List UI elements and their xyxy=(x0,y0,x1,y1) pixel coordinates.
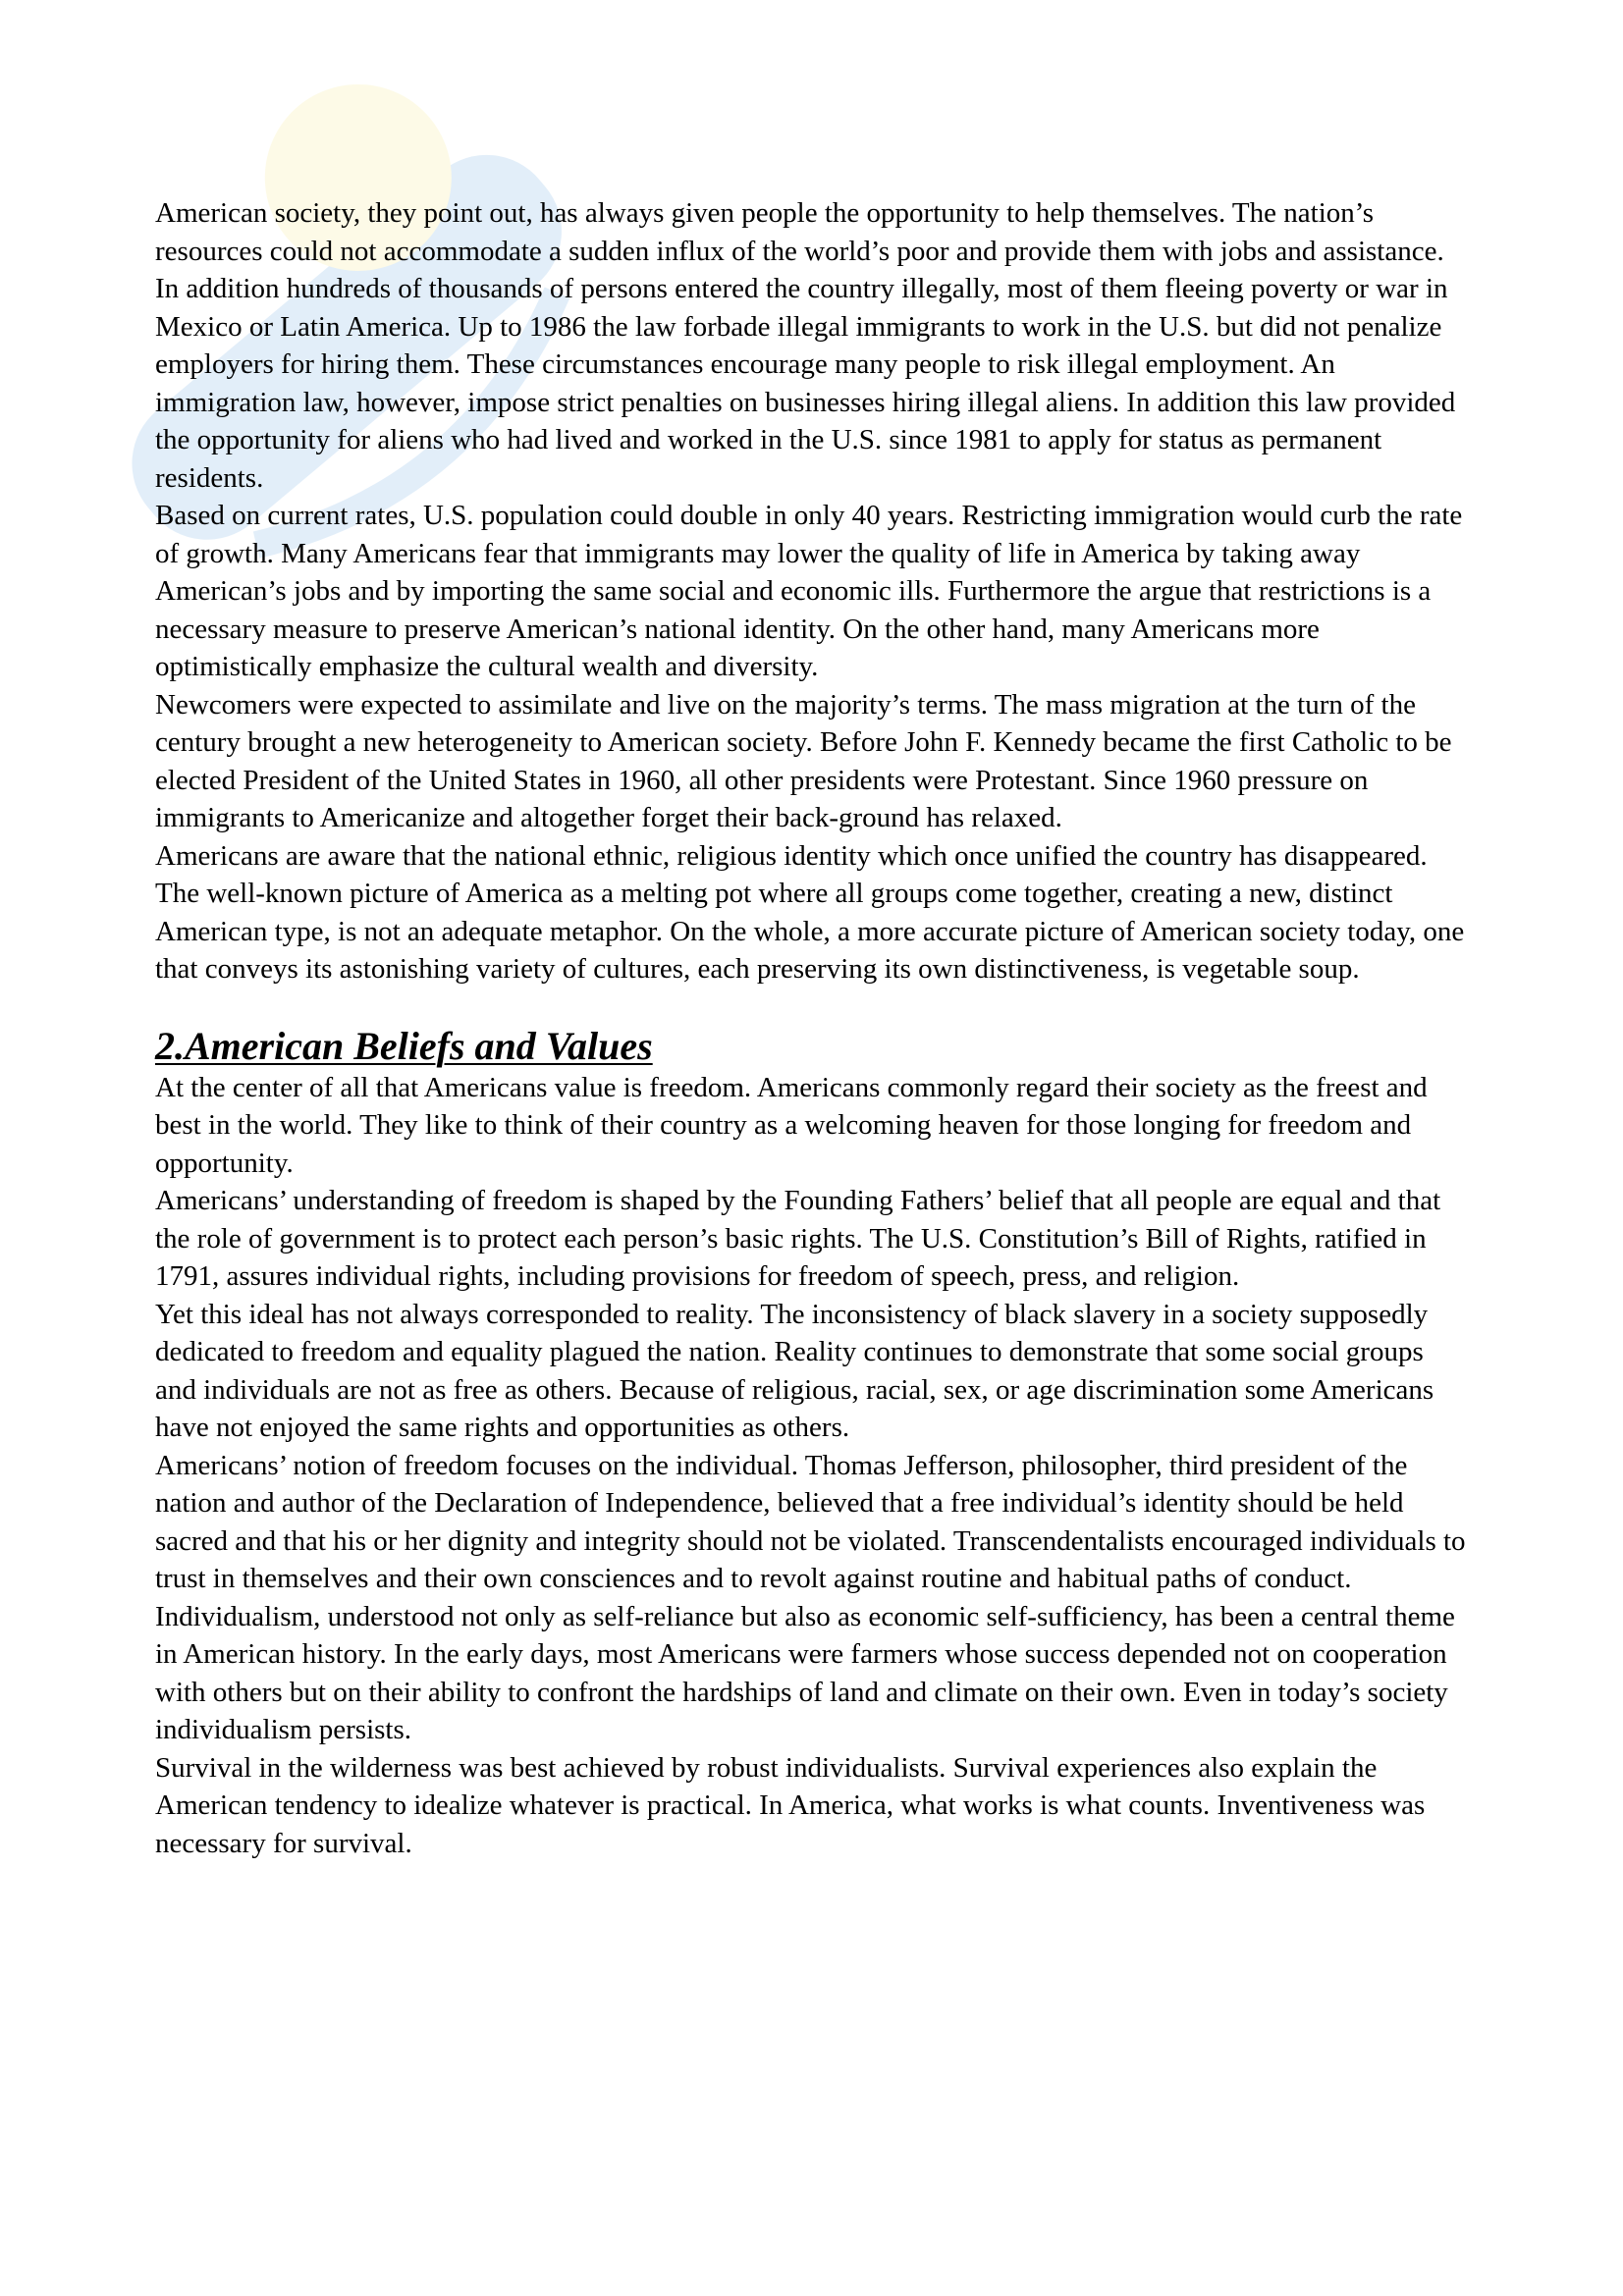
paragraph-section-3: Yet this ideal has not always corresponded to reality. The inconsistency of black slavery in a society supposedly dedicated to freedom and equality plagued the nation. Reality continues to demonstrate that some social groups and individuals are not as free as others. Because of religious, racial, sex, or age discrimination some Americans have not enjoyed the same rights and opportunities as others. xyxy=(155,1298,1434,1443)
paragraph-section-5: Individualism, understood not only as self-reliance but also as economic self-sufficiency, has been a central theme in American history. In the early days, most Americans were farmers whose success depended not on cooperation with others but on their ability to confront the hardships of land and climate on their own. Even in today’s society individualism persists. xyxy=(155,1600,1455,1745)
paragraph-intro-2: In addition hundreds of thousands of persons entered the country illegally, most of them fleeing poverty or war in Mexico or Latin America. Up to 1986 the law forbade illegal immigrants to work in the U.S. but did not penalize employers for hiring them. These circumstances encourage many people to risk illegal employment. An immigration law, however, impose strict penalties on businesses hiring illegal aliens. In addition this law provided the opportunity for aliens who had lived and worked in the U.S. since 1981 to apply for status as permanent residents. xyxy=(155,273,1456,494)
paragraph-intro-1: American society, they point out, has always given people the opportunity to help themselves. The nation’s resources could not accommodate a sudden influx of the world’s poor and provide them with jobs and assistance. xyxy=(155,197,1444,267)
paragraph-section-6: Survival in the wilderness was best achieved by robust individualists. Survival experiences also explain the American tendency to idealize whatever is practical. In America, what works is what counts. Inventiveness was necessary for survival. xyxy=(155,1751,1426,1859)
paragraph-intro-5: Americans are aware that the national ethnic, religious identity which once unified the country has disappeared. The well-known picture of America as a melting pot where all groups come together, creating a new, distinct American type, is not an adequate metaphor. On the whole, a more accurate picture of American society today, one that conveys its astonishing variety of cultures, each preserving its own distinctiveness, is vegetable soup. xyxy=(155,839,1465,985)
section-heading: 2.American Beliefs and Values xyxy=(155,1023,653,1068)
paragraph-intro-3: Based on current rates, U.S. population could double in only 40 years. Restricting immigration would curb the rate of growth. Many Americans fear that immigrants may lower the quality of life in America by taking away American’s jobs and by importing the same social and economic ills. Furthermore the argue that restrictions is a necessary measure to preserve American’s national identity. On the other hand, many Americans more optimistically emphasize the cultural wealth and diversity. xyxy=(155,500,1463,682)
paragraph-section-2: Americans’ understanding of freedom is shaped by the Founding Fathers’ belief that all people are equal and that the role of government is to protect each person’s basic rights. The U.S. Constitution’s Bill of Rights, ratified in 1791, assures individual rights, including provisions for freedom of speech, press, and religion. xyxy=(155,1185,1441,1292)
paragraph-section-4: Americans’ notion of freedom focuses on the individual. Thomas Jefferson, philosopher, third president of the nation and author of the Declaration of Independence, believed that a free individual’s identity should be held sacred and that his or her dignity and integrity should not be violated. Transcendentalists encouraged individuals to trust in themselves and their own consciences and to revolt against routine and habitual paths of conduct. xyxy=(155,1449,1466,1594)
document-body xyxy=(155,194,1471,1862)
paragraph-section-1: At the center of all that Americans value is freedom. Americans commonly regard their society as the freest and best in the world. They like to think of their country as a welcoming heaven for those longing for freedom and opportunity. xyxy=(155,1071,1428,1179)
paragraph-intro-4: Newcomers were expected to assimilate and live on the majority’s terms. The mass migration at the turn of the century brought a new heterogeneity to American society. Before John F. Kennedy became the first Catholic to be elected President of the United States in 1960, all other presidents were Protestant. Since 1960 pressure on immigrants to Americanize and altogether forget their back-ground has relaxed. xyxy=(155,688,1452,833)
